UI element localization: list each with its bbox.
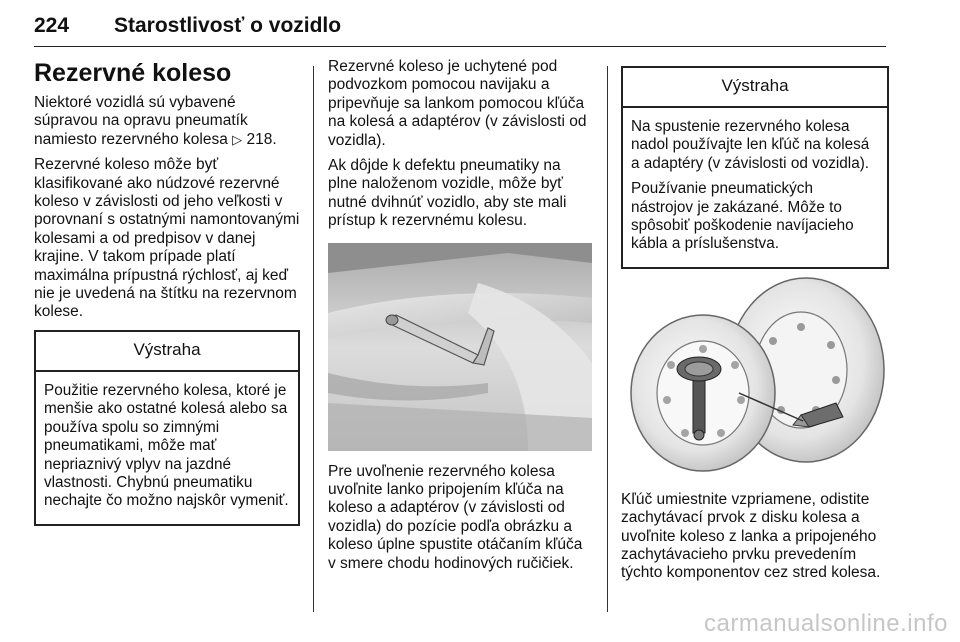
- warning-title: Výstraha: [623, 68, 887, 108]
- watermark: carmanualsonline.info: [704, 610, 948, 637]
- section-title: Rezervné koleso: [34, 59, 232, 87]
- column-left: [34, 58, 300, 526]
- paragraph: Rezervné koleso je uchytené pod podvozkom pomocou navijaku a pripevňuje sa lankom pomocou kľúča na kolesá a adaptérov (v závislosti od vozidla).: [328, 58, 587, 149]
- paragraph: Ak dôjde k defektu pneumatiky na plne naloženom vozidle, môže byť nutné dvihnúť vozidlo, aby ste mali prístup k rezervnému kolesu.: [328, 157, 567, 230]
- paragraph: [34, 94, 300, 149]
- warning-text: Na spustenie rezervného kolesa nadol používajte len kľúč na kolesá a adaptéry (v závislosti od vozidla).: [631, 118, 870, 172]
- wheel-wrench-illustration: [328, 243, 592, 451]
- warning-text: Použitie rezervného kolesa, ktoré je menšie ako ostatné kolesá alebo sa používa spolu so zimnými pneumatikami, môže mať nepriaznivý vplyv na jazdné vlastnosti. Chybnú pneumatiku nechajte čo možno najskôr vymeniť.: [44, 381, 289, 510]
- column-right: [621, 58, 889, 590]
- warning-box: [34, 330, 300, 526]
- page-number: 224: [34, 14, 70, 37]
- spare-wheel-illustration: [621, 275, 889, 475]
- warning-title: Výstraha: [36, 332, 298, 372]
- warning-box: [621, 66, 889, 269]
- paragraph: Kľúč umiestnite vzpriamene, odistite zachytávací prvok z disku kolesa a uvoľnite koleso z lanka a pripojeného zachytávacieho prvku prevedením týchto komponentov cez stred kolesa.: [621, 490, 881, 582]
- page-header: [34, 12, 886, 47]
- page-reference[interactable]: 218.: [246, 130, 277, 148]
- column-divider: [607, 66, 608, 612]
- column-divider: [313, 66, 314, 612]
- paragraph: Rezervné koleso môže byť klasifikované ako núdzové rezervné koleso v závislosti od jeho veľkosti v porovnaní s ostatnými namontovanými kolesami a od predpisov v danej krajine. V takom prípade platí maximálna prípustná rýchlosť, aj keď nie je uvedená na štítku na rezervnom kolese.: [34, 156, 300, 321]
- triangle-right-icon: ▷: [232, 131, 243, 147]
- warning-text: Používanie pneumatických nástrojov je zakázané. Môže to spôsobiť poškodenie navíjacieho kábla a príslušenstva.: [631, 180, 854, 253]
- paragraph: Pre uvoľnenie rezervného kolesa uvoľnite lanko pripojením kľúča na koleso a adaptérov (v závislosti od vozidla) do pozície podľa obrázku a koleso úplne spustite otáčaním kľúča v smere chodu hodinových ručičiek.: [328, 462, 583, 572]
- paragraph-text: Niektoré vozidlá sú vybavené súpravou na opravu pneumatík namiesto rezervného kolesa: [34, 94, 248, 148]
- page-title: Starostlivosť o vozidlo: [114, 14, 342, 37]
- column-middle: [328, 58, 594, 580]
